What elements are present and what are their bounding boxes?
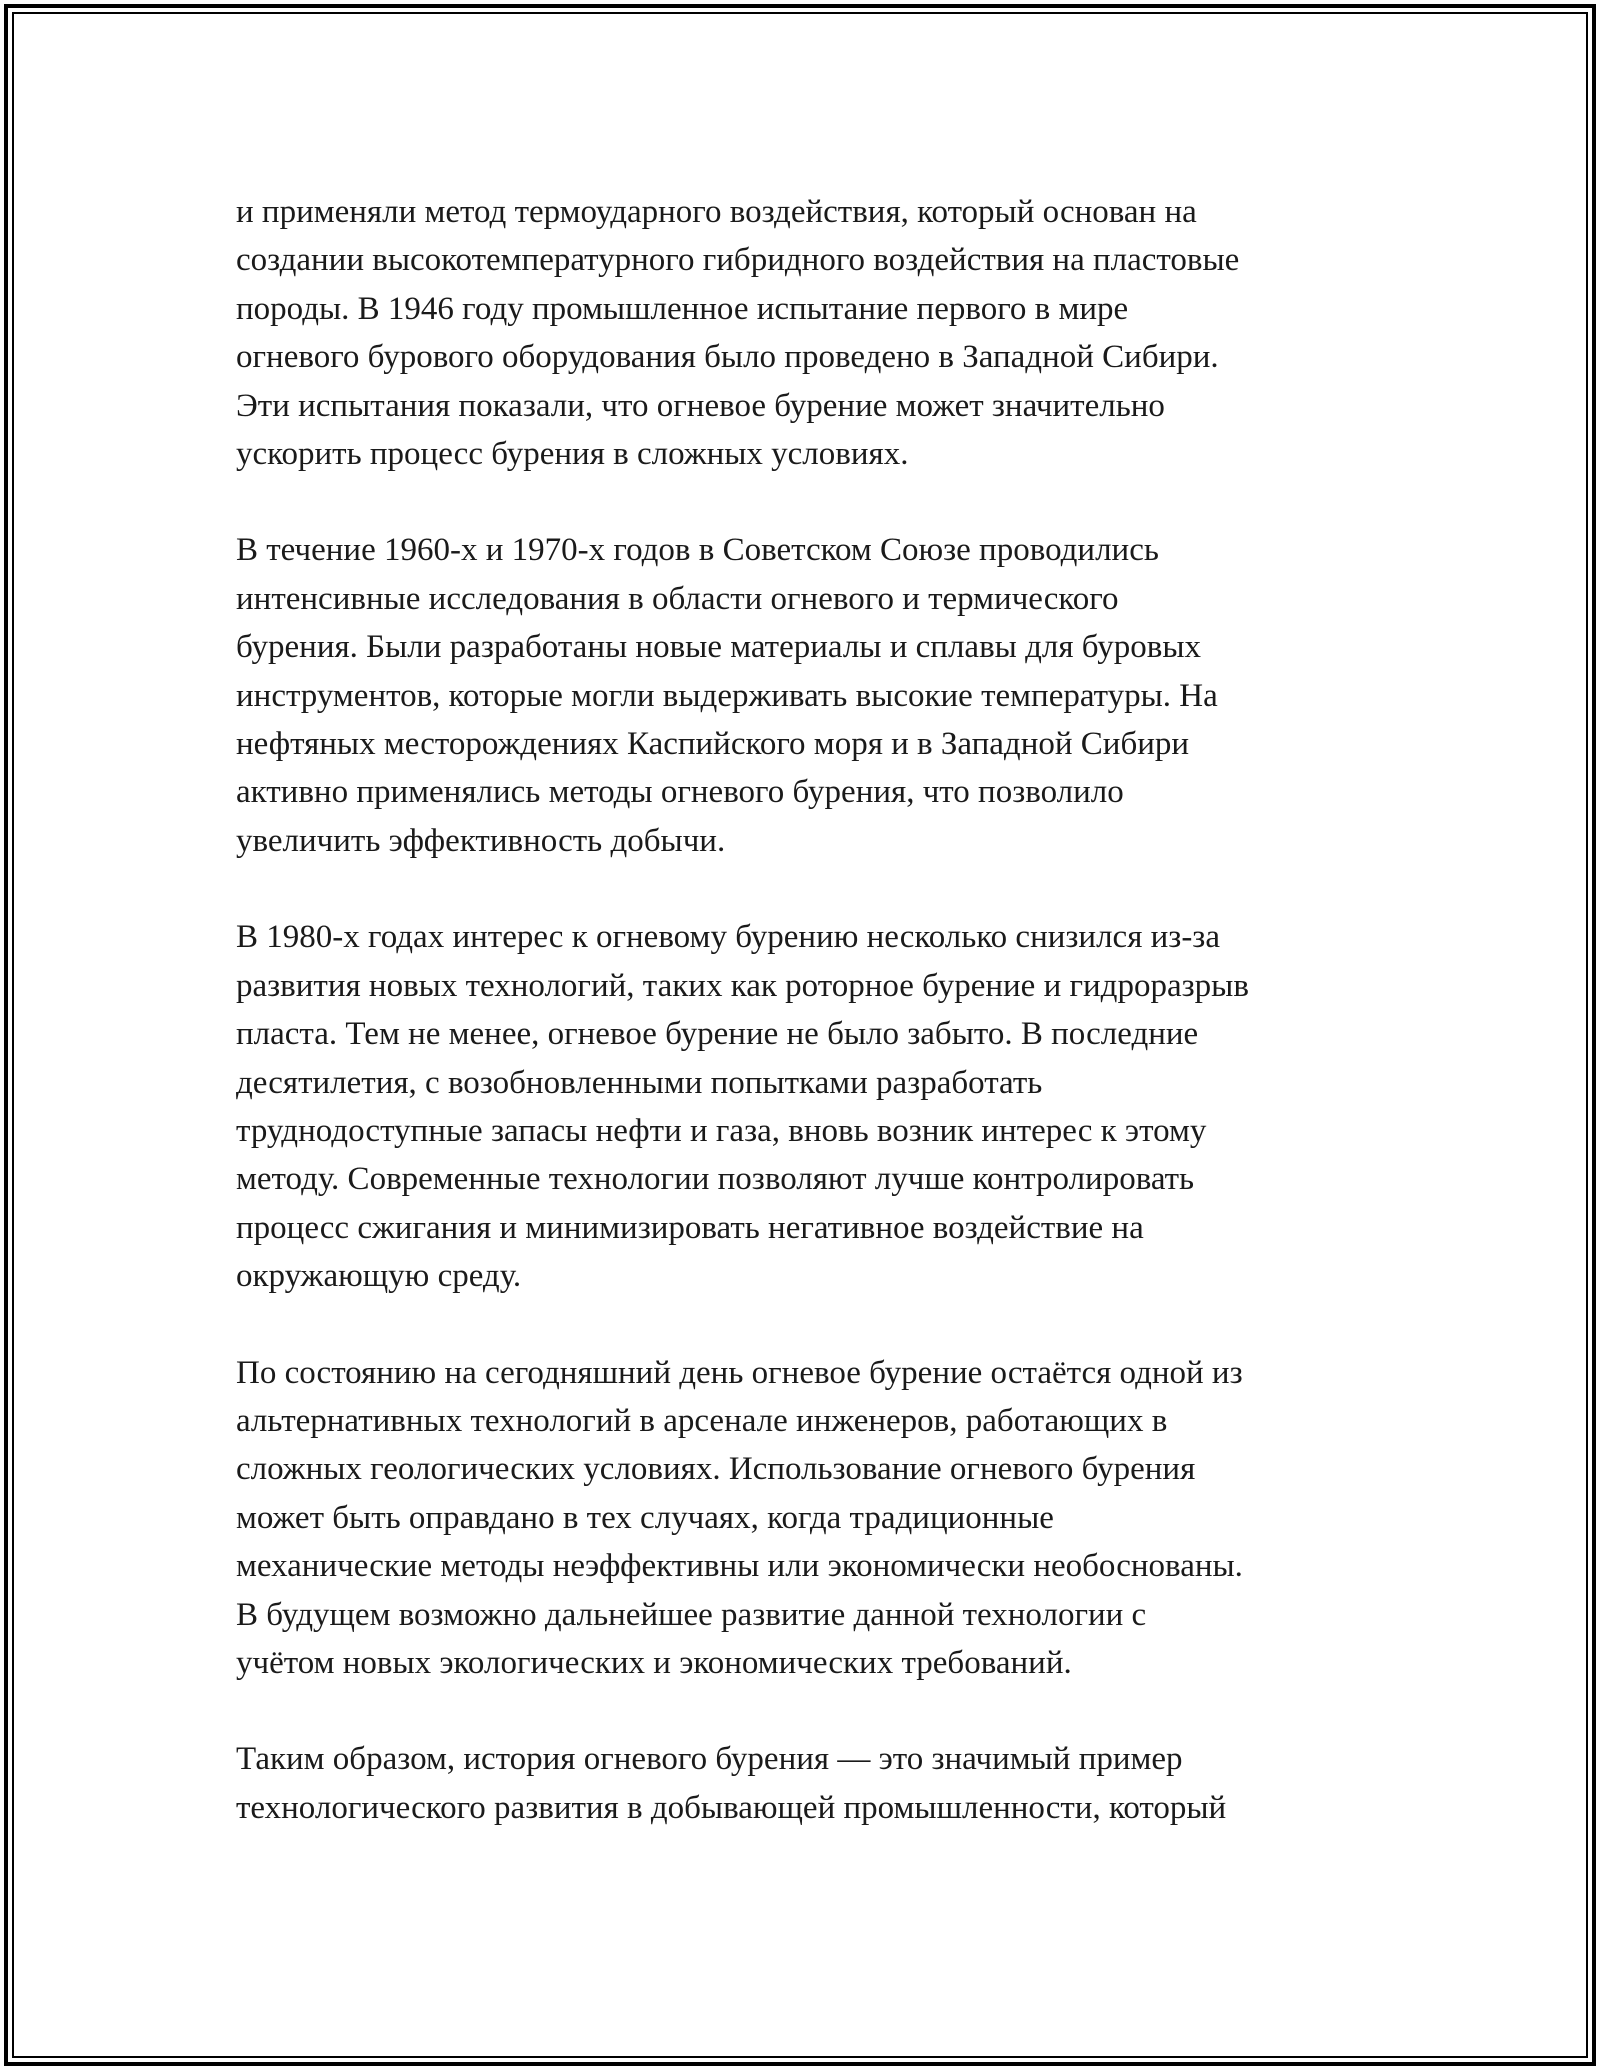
paragraph-2: В течение 1960-х и 1970-х годов в Советском Союзе проводились интенсивные исследования в области огневого и термического бурения. Были разработаны новые материалы и сплавы для буровых инструментов, которые могли выдерживать высокие температуры. На нефтяных месторождениях Каспийского моря и в Западной Сибири активно применялись методы огневого бурения, что позволило увеличить эффективность добычи. [236, 532, 1218, 859]
paragraph-4: По состоянию на сегодняшний день огневое бурение остаётся одной из альтернативных технологий в арсенале инженеров, работающих в сложных геологических условиях. Использование огневого бурения может быть оправдано в тех случаях, когда традиционные механические методы неэффективны или экономически необоснованы. В будущем возможно дальнейшее развитие данной технологии с учётом новых экологических и экономических требований. [236, 1354, 1243, 1681]
paragraph-1: и применяли метод термоударного воздействия, который основан на создании высокотемпературного гибридного воздействия на пластовые породы. В 1946 году промышленное испытание первого в мире огневого бурового оборудования было проведено в Западной Сибири. Эти испытания показали, что огневое бурение может значительно ускорить процесс бурения в сложных условиях. [236, 194, 1240, 473]
document-body [236, 188, 1396, 1880]
paragraph-5: Таким образом, история огневого бурения — это значимый пример технологического развития в добывающей промышленности, который [236, 1741, 1227, 1826]
paragraph-3: В 1980-х годах интерес к огневому бурению несколько снизился из-за развития новых технологий, таких как роторное бурение и гидроразрыв пласта. Тем не менее, огневое бурение не было забыто. В последние десятилетия, с возобновленными попытками разработать труднодоступные запасы нефти и газа, вновь возник интерес к этому методу. Современные технологии позволяют лучше контролировать процесс сжигания и минимизировать негативное воздействие на окружающую среду. [236, 919, 1249, 1295]
